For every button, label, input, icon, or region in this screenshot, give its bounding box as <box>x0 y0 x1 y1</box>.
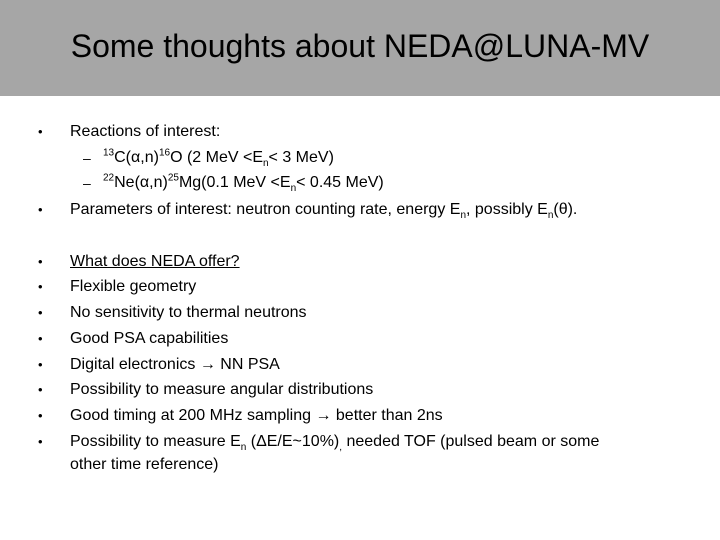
offer-heading: What does NEDA offer? <box>70 253 240 270</box>
bullet-icon: • <box>38 331 43 346</box>
bullet-icon: • <box>38 254 43 269</box>
reactions-heading: Reactions of interest: <box>70 123 221 140</box>
reaction-1: $^{13}C(\alpha,n)^{16}O$ (2 MeV $<E_n< 3$ MeV) <box>103 147 334 170</box>
parameters-line: Parameters of interest: neutron counting rate, energy $E_n$, possibly $E_n(\theta)$. <box>70 201 578 222</box>
offer-item: Possibility to measure $E_n$ $(\Delta E/E\sim 10\%)_,$ needed TOF (pulsed beam or some <box>70 433 600 454</box>
reaction-2: $^{22}Ne(\alpha,n)^{25}Mg(0.1$ MeV $<E_n< 0.45$ MeV) <box>103 172 384 195</box>
offer-item: Good timing at 200 MHz sampling → better than 2ns <box>70 407 443 424</box>
offer-item: Possibility to measure angular distributions <box>70 381 374 398</box>
page-title: Some thoughts about NEDA@LUNA-MV <box>70 28 650 64</box>
arrow-right-icon: → <box>199 356 216 373</box>
offer-item: Flexible geometry <box>70 278 197 295</box>
offer-item: Digital electronics → NN PSA <box>70 356 280 373</box>
bullet-icon: • <box>38 124 43 139</box>
arrow-right-icon: → <box>315 407 332 424</box>
bullet-icon: • <box>38 408 43 423</box>
dash-icon: – <box>83 175 91 191</box>
bullet-icon: • <box>38 279 43 294</box>
offer-item-continuation: other time reference) <box>70 456 219 473</box>
bullet-icon: • <box>38 357 43 372</box>
bullet-icon: • <box>38 434 43 449</box>
offer-item: No sensitivity to thermal neutrons <box>70 304 307 321</box>
offer-item: Good PSA capabilities <box>70 330 229 347</box>
bullet-icon: • <box>38 305 43 320</box>
bullet-icon: • <box>38 382 43 397</box>
dash-icon: – <box>83 150 91 166</box>
bullet-icon: • <box>38 202 43 217</box>
